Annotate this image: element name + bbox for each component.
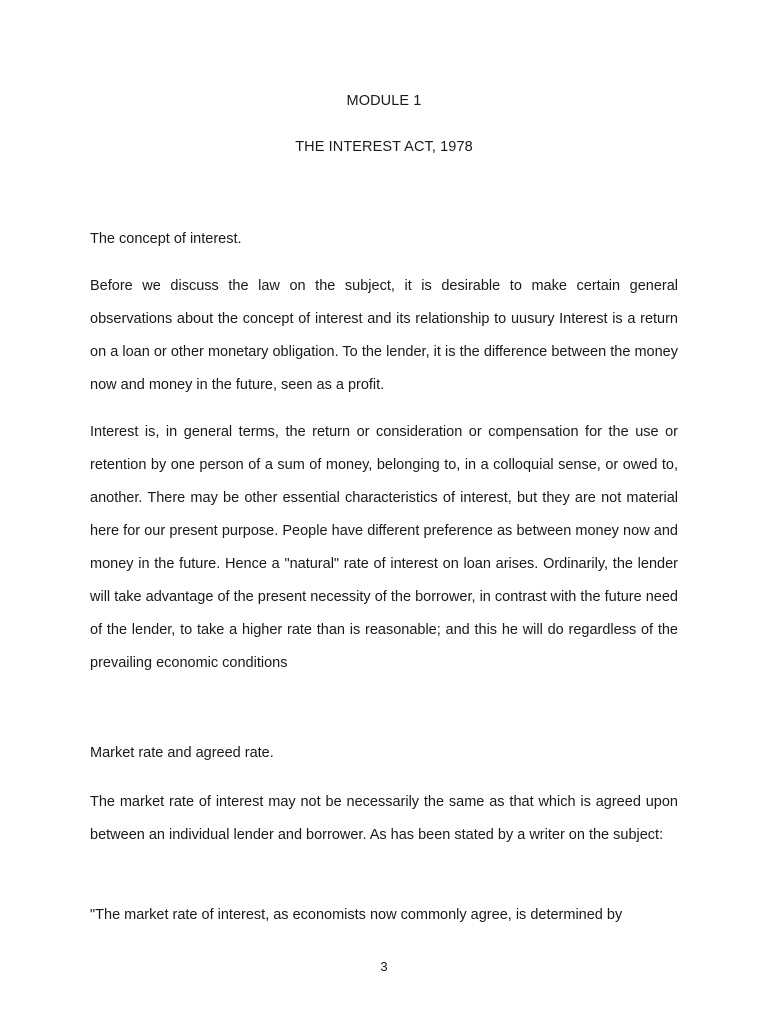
section-heading-market-rate: Market rate and agreed rate.: [90, 745, 274, 761]
paragraph-quote-start: "The market rate of interest, as economists now commonly agree, is determined by: [90, 907, 623, 923]
module-heading: MODULE 1: [346, 93, 422, 109]
page-number: 3: [380, 959, 388, 974]
paragraph-concept-intro: Before we discuss the law on the subject, it is desirable to make certain general observations about the concept of interest and its relationship to uusury Interest is a return on a loan or other monetary obligation. To the lender, it is the difference between the money now and money in the future, seen as a profit.: [90, 278, 678, 393]
paragraph-interest-definition: Interest is, in general terms, the return or consideration or compensation for the use or retention by one person of a sum of money, belonging to, in a colloquial sense, or owed to, another. There may be other essential characteristics of interest, but they are not material here for our present purpose. People have different preference as between money now and money in the future. Hence a "natural" rate of interest on loan arises. Ordinarily, the lender will take advantage of the present necessity of the borrower, in contrast with the future need of the lender, to take a higher rate than is reasonable; and this he will do regardless of the prevailing economic conditions: [90, 424, 678, 671]
section-heading-concept-of-interest: The concept of interest.: [90, 231, 242, 247]
paragraph-market-rate: The market rate of interest may not be necessarily the same as that which is agreed upon between an individual lender and borrower. As has been stated by a writer on the subject:: [90, 794, 678, 843]
act-title: THE INTEREST ACT, 1978: [295, 139, 473, 155]
